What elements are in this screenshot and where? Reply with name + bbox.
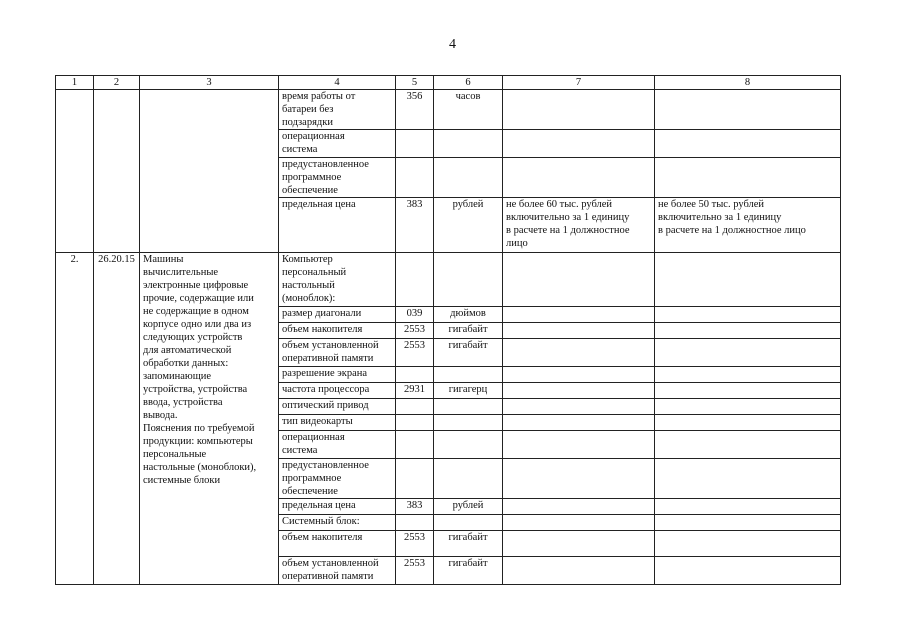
item-name-cell <box>140 90 279 253</box>
requirement-value-cell-7 <box>503 531 655 557</box>
unit-code-cell <box>396 367 434 383</box>
requirement-value-cell-7 <box>503 130 655 158</box>
table-row <box>56 253 841 307</box>
unit-code-cell <box>396 158 434 198</box>
requirement-value-cell-7: не более 60 тыс. рублей включительно за 1 единицу в расчете на 1 должностное лицо <box>503 198 655 253</box>
requirement-value-cell-8 <box>655 459 841 499</box>
unit-name-cell <box>434 459 503 499</box>
unit-name-cell: рублей <box>434 198 503 253</box>
unit-code-cell: 2553 <box>396 323 434 339</box>
requirement-value-cell-8 <box>655 557 841 585</box>
requirement-value-cell-8 <box>655 130 841 158</box>
column-header: 6 <box>434 76 503 90</box>
unit-name-cell <box>434 130 503 158</box>
table-body <box>56 76 841 585</box>
okpd-code-cell <box>94 90 140 253</box>
characteristic-cell: объем установленной оперативной памяти <box>279 339 396 367</box>
unit-name-cell <box>434 431 503 459</box>
requirement-value-cell-7 <box>503 383 655 399</box>
requirement-value-cell-8 <box>655 399 841 415</box>
unit-name-cell: гигабайт <box>434 323 503 339</box>
column-header: 1 <box>56 76 94 90</box>
table-header-row <box>56 76 841 90</box>
table-row <box>56 90 841 130</box>
characteristic-cell: объем установленной оперативной памяти <box>279 557 396 585</box>
unit-code-cell: 356 <box>396 90 434 130</box>
characteristic-cell: предельная цена <box>279 499 396 515</box>
unit-code-cell <box>396 415 434 431</box>
characteristic-cell: частота процессора <box>279 383 396 399</box>
requirement-value-cell-7 <box>503 367 655 383</box>
unit-code-cell: 2931 <box>396 383 434 399</box>
unit-name-cell <box>434 367 503 383</box>
unit-name-cell: гигабайт <box>434 531 503 557</box>
characteristic-cell: Компьютер персональный настольный (моноблок): <box>279 253 396 307</box>
requirement-value-cell-8 <box>655 339 841 367</box>
unit-name-cell <box>434 399 503 415</box>
column-header: 5 <box>396 76 434 90</box>
requirement-value-cell-8 <box>655 323 841 339</box>
requirements-table <box>55 75 841 585</box>
unit-name-cell: рублей <box>434 499 503 515</box>
unit-code-cell: 039 <box>396 307 434 323</box>
characteristic-cell: время работы от батареи без подзарядки <box>279 90 396 130</box>
unit-name-cell <box>434 415 503 431</box>
column-header: 7 <box>503 76 655 90</box>
unit-name-cell: часов <box>434 90 503 130</box>
characteristic-cell: операционная система <box>279 130 396 158</box>
requirement-value-cell-7 <box>503 399 655 415</box>
unit-name-cell: гигабайт <box>434 557 503 585</box>
unit-name-cell: гигабайт <box>434 339 503 367</box>
characteristic-cell: Системный блок: <box>279 515 396 531</box>
requirement-value-cell-7 <box>503 431 655 459</box>
requirement-value-cell-8 <box>655 499 841 515</box>
unit-code-cell <box>396 459 434 499</box>
column-header: 4 <box>279 76 396 90</box>
characteristic-cell: объем накопителя <box>279 323 396 339</box>
characteristic-cell: объем накопителя <box>279 531 396 557</box>
requirement-value-cell-8 <box>655 307 841 323</box>
requirement-value-cell-7 <box>503 253 655 307</box>
characteristic-cell: разрешение экрана <box>279 367 396 383</box>
unit-name-cell <box>434 253 503 307</box>
column-header: 2 <box>94 76 140 90</box>
characteristic-cell: операционная система <box>279 431 396 459</box>
requirement-value-cell-7 <box>503 158 655 198</box>
requirement-value-cell-8 <box>655 253 841 307</box>
unit-code-cell: 2553 <box>396 339 434 367</box>
characteristic-cell: тип видеокарты <box>279 415 396 431</box>
unit-code-cell <box>396 399 434 415</box>
unit-code-cell: 383 <box>396 499 434 515</box>
requirement-value-cell-7 <box>503 557 655 585</box>
characteristic-cell: предустановленное программное обеспечение <box>279 158 396 198</box>
item-name-cell: Машины вычислительные электронные цифровые прочие, содержащие или не содержащие в одном корпусе одно или два из следующих устройств для автоматической обработки данных: запоминающие устройства, устройства ввода, устройства вывода. Пояснения по требуемой продукции: компьютеры персональные настольные (моноблоки), системные блоки <box>140 253 279 585</box>
column-header: 3 <box>140 76 279 90</box>
requirement-value-cell-7 <box>503 339 655 367</box>
requirement-value-cell-7 <box>503 515 655 531</box>
unit-code-cell <box>396 253 434 307</box>
item-number-cell <box>56 90 94 253</box>
requirement-value-cell-7 <box>503 459 655 499</box>
requirement-value-cell-8: не более 50 тыс. рублей включительно за 1 единицу в расчете на 1 должностное лицо <box>655 198 841 253</box>
requirement-value-cell-7 <box>503 323 655 339</box>
unit-name-cell <box>434 515 503 531</box>
unit-name-cell <box>434 158 503 198</box>
requirement-value-cell-8 <box>655 158 841 198</box>
requirement-value-cell-7 <box>503 415 655 431</box>
characteristic-cell: размер диагонали <box>279 307 396 323</box>
requirement-value-cell-8 <box>655 515 841 531</box>
requirement-value-cell-7 <box>503 90 655 130</box>
unit-code-cell <box>396 431 434 459</box>
requirement-value-cell-7 <box>503 499 655 515</box>
characteristic-cell: оптический привод <box>279 399 396 415</box>
unit-code-cell <box>396 515 434 531</box>
page-number: 4 <box>449 37 456 52</box>
characteristic-cell: предустановленное программное обеспечение <box>279 459 396 499</box>
unit-code-cell: 2553 <box>396 531 434 557</box>
requirement-value-cell-7 <box>503 307 655 323</box>
requirement-value-cell-8 <box>655 531 841 557</box>
unit-code-cell: 2553 <box>396 557 434 585</box>
unit-name-cell: дюймов <box>434 307 503 323</box>
item-number-cell: 2. <box>56 253 94 585</box>
column-header: 8 <box>655 76 841 90</box>
unit-name-cell: гигагерц <box>434 383 503 399</box>
requirement-value-cell-8 <box>655 367 841 383</box>
requirement-value-cell-8 <box>655 90 841 130</box>
requirement-value-cell-8 <box>655 383 841 399</box>
requirement-value-cell-8 <box>655 415 841 431</box>
unit-code-cell <box>396 130 434 158</box>
characteristic-cell: предельная цена <box>279 198 396 253</box>
okpd-code-cell: 26.20.15 <box>94 253 140 585</box>
requirement-value-cell-8 <box>655 431 841 459</box>
unit-code-cell: 383 <box>396 198 434 253</box>
